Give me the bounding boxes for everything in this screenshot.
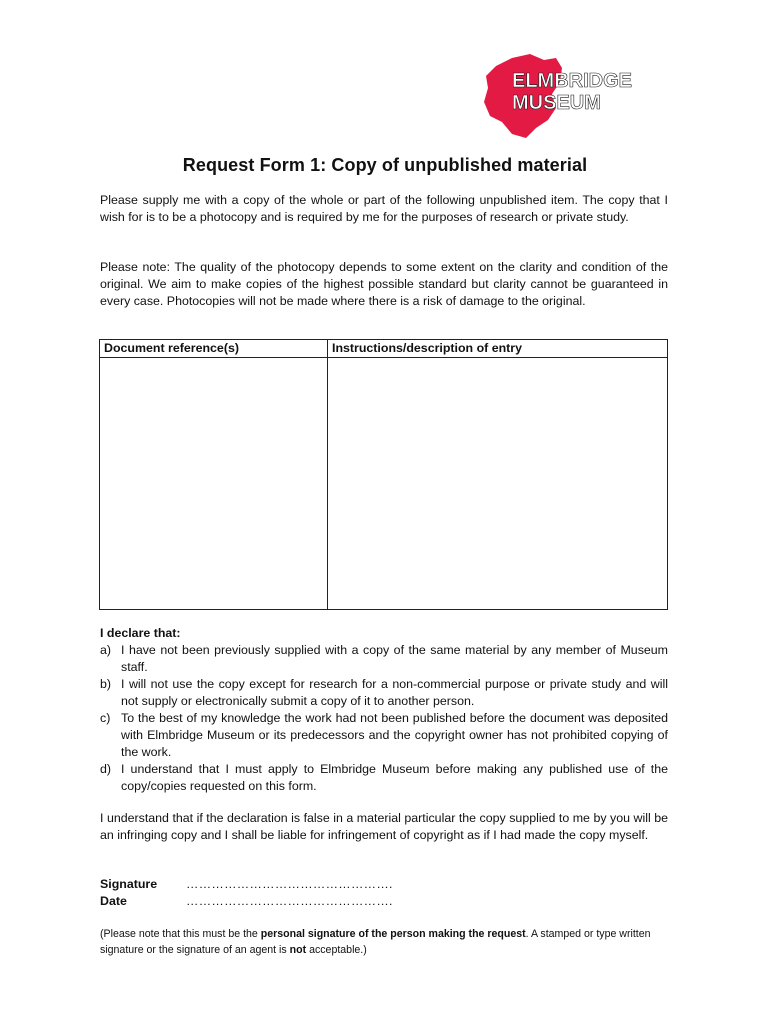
item-text: I will not use the copy except for research for a non-commercial purpose or private study and will not supply or electronically submit a copy of it to another person. bbox=[121, 677, 668, 708]
signature-label: Signature bbox=[100, 877, 158, 891]
date-field[interactable]: …………………………………………. bbox=[186, 894, 393, 908]
footnote-text: (Please note that this must be the bbox=[100, 928, 261, 940]
column-header-instructions: Instructions/description of entry bbox=[328, 340, 668, 358]
signature-field[interactable]: …………………………………………. bbox=[186, 877, 393, 891]
declaration-item bbox=[100, 676, 668, 710]
footnote-emphasis: not bbox=[289, 944, 307, 956]
item-marker: c) bbox=[100, 711, 111, 725]
item-marker: a) bbox=[100, 643, 112, 657]
signature-block bbox=[100, 876, 393, 910]
signature-footnote bbox=[100, 926, 670, 958]
date-label: Date bbox=[100, 894, 127, 908]
date-row bbox=[100, 893, 393, 910]
table-entry-row bbox=[100, 358, 668, 610]
signature-row bbox=[100, 876, 393, 893]
museum-logo bbox=[482, 54, 672, 138]
understanding-paragraph: I understand that if the declaration is false in a material particular the copy supplied to me by you will be an infringing copy and I shall be liable for infringement of copyright as if I had made the copy myself. bbox=[100, 811, 668, 842]
declaration-list bbox=[100, 642, 668, 795]
item-marker: d) bbox=[100, 762, 112, 776]
logo-line2: MUSEUM bbox=[512, 92, 601, 114]
doc-ref-field[interactable] bbox=[100, 358, 328, 610]
logo-graphic bbox=[482, 54, 672, 138]
instructions-field[interactable] bbox=[328, 358, 668, 610]
declaration-item bbox=[100, 761, 668, 795]
item-marker: b) bbox=[100, 677, 112, 691]
footnote-text: . A stamped or type written signature or the signature of an agent is bbox=[100, 928, 651, 956]
declaration-item bbox=[100, 642, 668, 676]
item-text: I understand that I must apply to Elmbridge Museum before making any published use of the copy/copies requested on this form. bbox=[121, 762, 668, 793]
footnote-text: acceptable.) bbox=[306, 944, 367, 956]
declaration-heading: I declare that: bbox=[100, 626, 181, 640]
declaration-item bbox=[100, 710, 668, 761]
item-text: I have not been previously supplied with a copy of the same material by any member of Museum staff. bbox=[121, 643, 668, 674]
form-title: Request Form 1: Copy of unpublished material bbox=[182, 155, 588, 175]
item-text: To the best of my knowledge the work had not been published before the document was deposited with Elmbridge Museum or its predecessors and the copyright owner has not prohibited copying of the work. bbox=[121, 711, 668, 759]
logo-line1: ELMBRIDGE bbox=[512, 70, 632, 92]
request-table bbox=[99, 339, 668, 610]
column-header-doc-ref: Document reference(s) bbox=[100, 340, 328, 358]
intro-paragraph: Please supply me with a copy of the whole or part of the following unpublished item. The copy that I wish for is to be a photocopy and is required by me for the purposes of research or private study. bbox=[100, 193, 668, 224]
table-header-row bbox=[100, 340, 668, 358]
footnote-emphasis: personal signature of the person making the request bbox=[260, 928, 526, 940]
quality-note-paragraph: Please note: The quality of the photocopy depends to some extent on the clarity and condition of the original. We aim to make copies of the highest possible standard but clarity cannot be guaranteed in every case. Photocopies will not be made where there is a risk of damage to the original. bbox=[100, 260, 668, 308]
